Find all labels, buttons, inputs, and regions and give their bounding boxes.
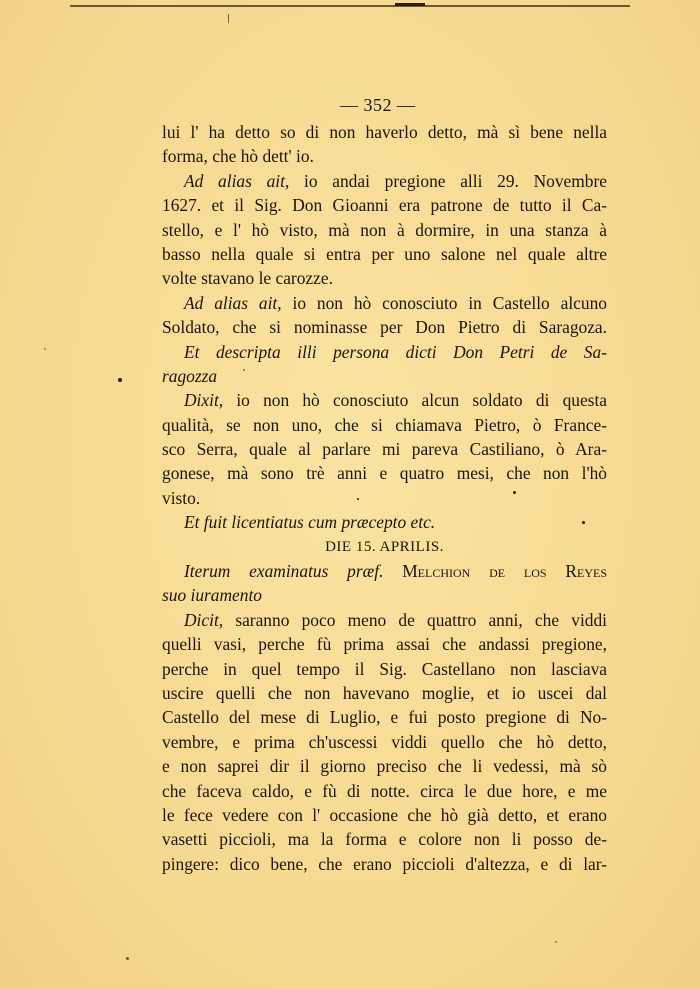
text-line bbox=[162, 169, 607, 193]
text-line bbox=[162, 437, 607, 461]
text-line bbox=[162, 144, 607, 168]
text-line bbox=[162, 852, 607, 876]
text-segment: pingere: dico bene, che erano piccioli d'altezza, e di lar- bbox=[162, 853, 607, 874]
text-segment: stello, e l' hò visto, mà non à dormire, in una stanza à bbox=[162, 219, 607, 240]
text-segment: io non hò conosciuto alcun soldato di questa bbox=[223, 390, 607, 411]
text-line bbox=[162, 705, 607, 729]
text-line bbox=[162, 803, 607, 827]
ink-speck bbox=[555, 941, 557, 943]
text-line bbox=[162, 583, 607, 607]
ink-speck bbox=[243, 369, 245, 371]
text-line bbox=[162, 608, 607, 632]
text-line bbox=[162, 364, 607, 388]
ink-speck bbox=[357, 498, 359, 500]
text-line bbox=[162, 559, 607, 583]
text-segment: sco Serra, quale al parlare mi pareva Castiliano, ò Ara- bbox=[162, 439, 607, 460]
text-line bbox=[162, 535, 607, 559]
text-segment: volte stavano le carozze. bbox=[162, 268, 333, 289]
top-rule bbox=[70, 5, 630, 7]
text-segment: DIE 15. APRILIS. bbox=[325, 538, 444, 555]
text-segment: 1627. et il Sig. Don Gioanni era patrone de tutto il Ca- bbox=[162, 195, 607, 216]
text-segment: basso nella quale si entra per uno salone nel quale altre bbox=[162, 243, 607, 264]
text-line bbox=[162, 681, 607, 705]
text-segment: Iterum examinatus præf. bbox=[184, 561, 384, 582]
text-segment: ragozza bbox=[162, 365, 218, 386]
text-line bbox=[162, 242, 607, 266]
text-segment: uscire quelli che non havevano moglie, et io uscei dal bbox=[162, 682, 607, 703]
text-segment: Dixit, bbox=[184, 390, 224, 411]
text-segment: che faceva caldo, e fù di notte. circa le due hore, e me bbox=[162, 780, 607, 801]
ink-speck bbox=[513, 491, 516, 494]
text-segment: Ad alias ait, bbox=[184, 170, 290, 191]
text-segment: quelli vasi, perche fù prima assai che andassi pregione, bbox=[162, 634, 607, 655]
text-segment: Castello del mese di Luglio, e fui posto pregione di No- bbox=[162, 707, 607, 728]
text-line bbox=[162, 266, 607, 290]
text-line bbox=[162, 340, 607, 364]
text-line bbox=[162, 779, 607, 803]
text-segment: Et descripta illi persona dicti Don Petri de Sa- bbox=[184, 341, 607, 362]
text-segment: Soldato, che si nominasse per Don Pietro di Saragoza. bbox=[162, 317, 607, 338]
page-number: — 352 — bbox=[340, 95, 416, 115]
text-line bbox=[162, 461, 607, 485]
text-segment: Dicit, bbox=[184, 609, 224, 630]
text-line bbox=[162, 827, 607, 851]
text-line bbox=[162, 388, 607, 412]
text-segment: e non saprei dir il giorno preciso che li vedessi, mà sò bbox=[162, 756, 607, 777]
ink-speck bbox=[582, 521, 585, 524]
text-segment: vasetti piccioli, ma la forma e colore non li posso de- bbox=[162, 829, 607, 850]
text-line bbox=[162, 510, 607, 534]
text-line bbox=[162, 218, 607, 242]
text-line bbox=[162, 315, 607, 339]
text-segment: saranno poco meno de quattro anni, che viddi bbox=[223, 609, 607, 630]
text-line bbox=[162, 657, 607, 681]
tick-mark bbox=[228, 14, 229, 23]
text-line bbox=[162, 754, 607, 778]
top-rule-mark bbox=[395, 3, 425, 6]
text-line bbox=[162, 486, 607, 510]
text-segment: suo iuramento bbox=[162, 585, 262, 606]
text-segment: visto. bbox=[162, 487, 201, 508]
text-line bbox=[162, 120, 607, 144]
body-text bbox=[162, 120, 607, 876]
text-segment: perche in quel tempo il Sig. Castellano non lasciava bbox=[162, 658, 607, 679]
text-segment: Melchion de los Reyes bbox=[383, 561, 607, 582]
text-segment: forma, che hò dett' io. bbox=[162, 146, 314, 167]
text-line bbox=[162, 193, 607, 217]
text-line bbox=[162, 291, 607, 315]
ink-speck bbox=[126, 957, 129, 960]
text-line bbox=[162, 730, 607, 754]
text-segment: le fece vedere con l' occasione che hò già detto, et erano bbox=[162, 804, 607, 825]
text-segment: io non hò conosciuto in Castello alcuno bbox=[281, 292, 607, 313]
text-segment: qualità, se non uno, che si chiamava Pietro, ò France- bbox=[162, 414, 607, 435]
ink-speck bbox=[44, 348, 46, 350]
text-segment: lui l' ha detto so di non haverlo detto, mà sì bene nella bbox=[162, 122, 607, 142]
text-line bbox=[162, 413, 607, 437]
text-segment: Et fuit licentiatus cum præcepto etc. bbox=[184, 512, 436, 533]
text-segment: vembre, e prima ch'uscessi viddi quello che hò detto, bbox=[162, 731, 607, 752]
text-line bbox=[162, 632, 607, 656]
text-segment: gonese, mà sono trè anni e quatro mesi, che non l'hò bbox=[162, 463, 607, 484]
text-segment: io andai pregione alli 29. Novembre bbox=[289, 170, 607, 191]
ink-speck bbox=[118, 378, 122, 382]
text-segment: Ad alias ait, bbox=[184, 292, 282, 313]
